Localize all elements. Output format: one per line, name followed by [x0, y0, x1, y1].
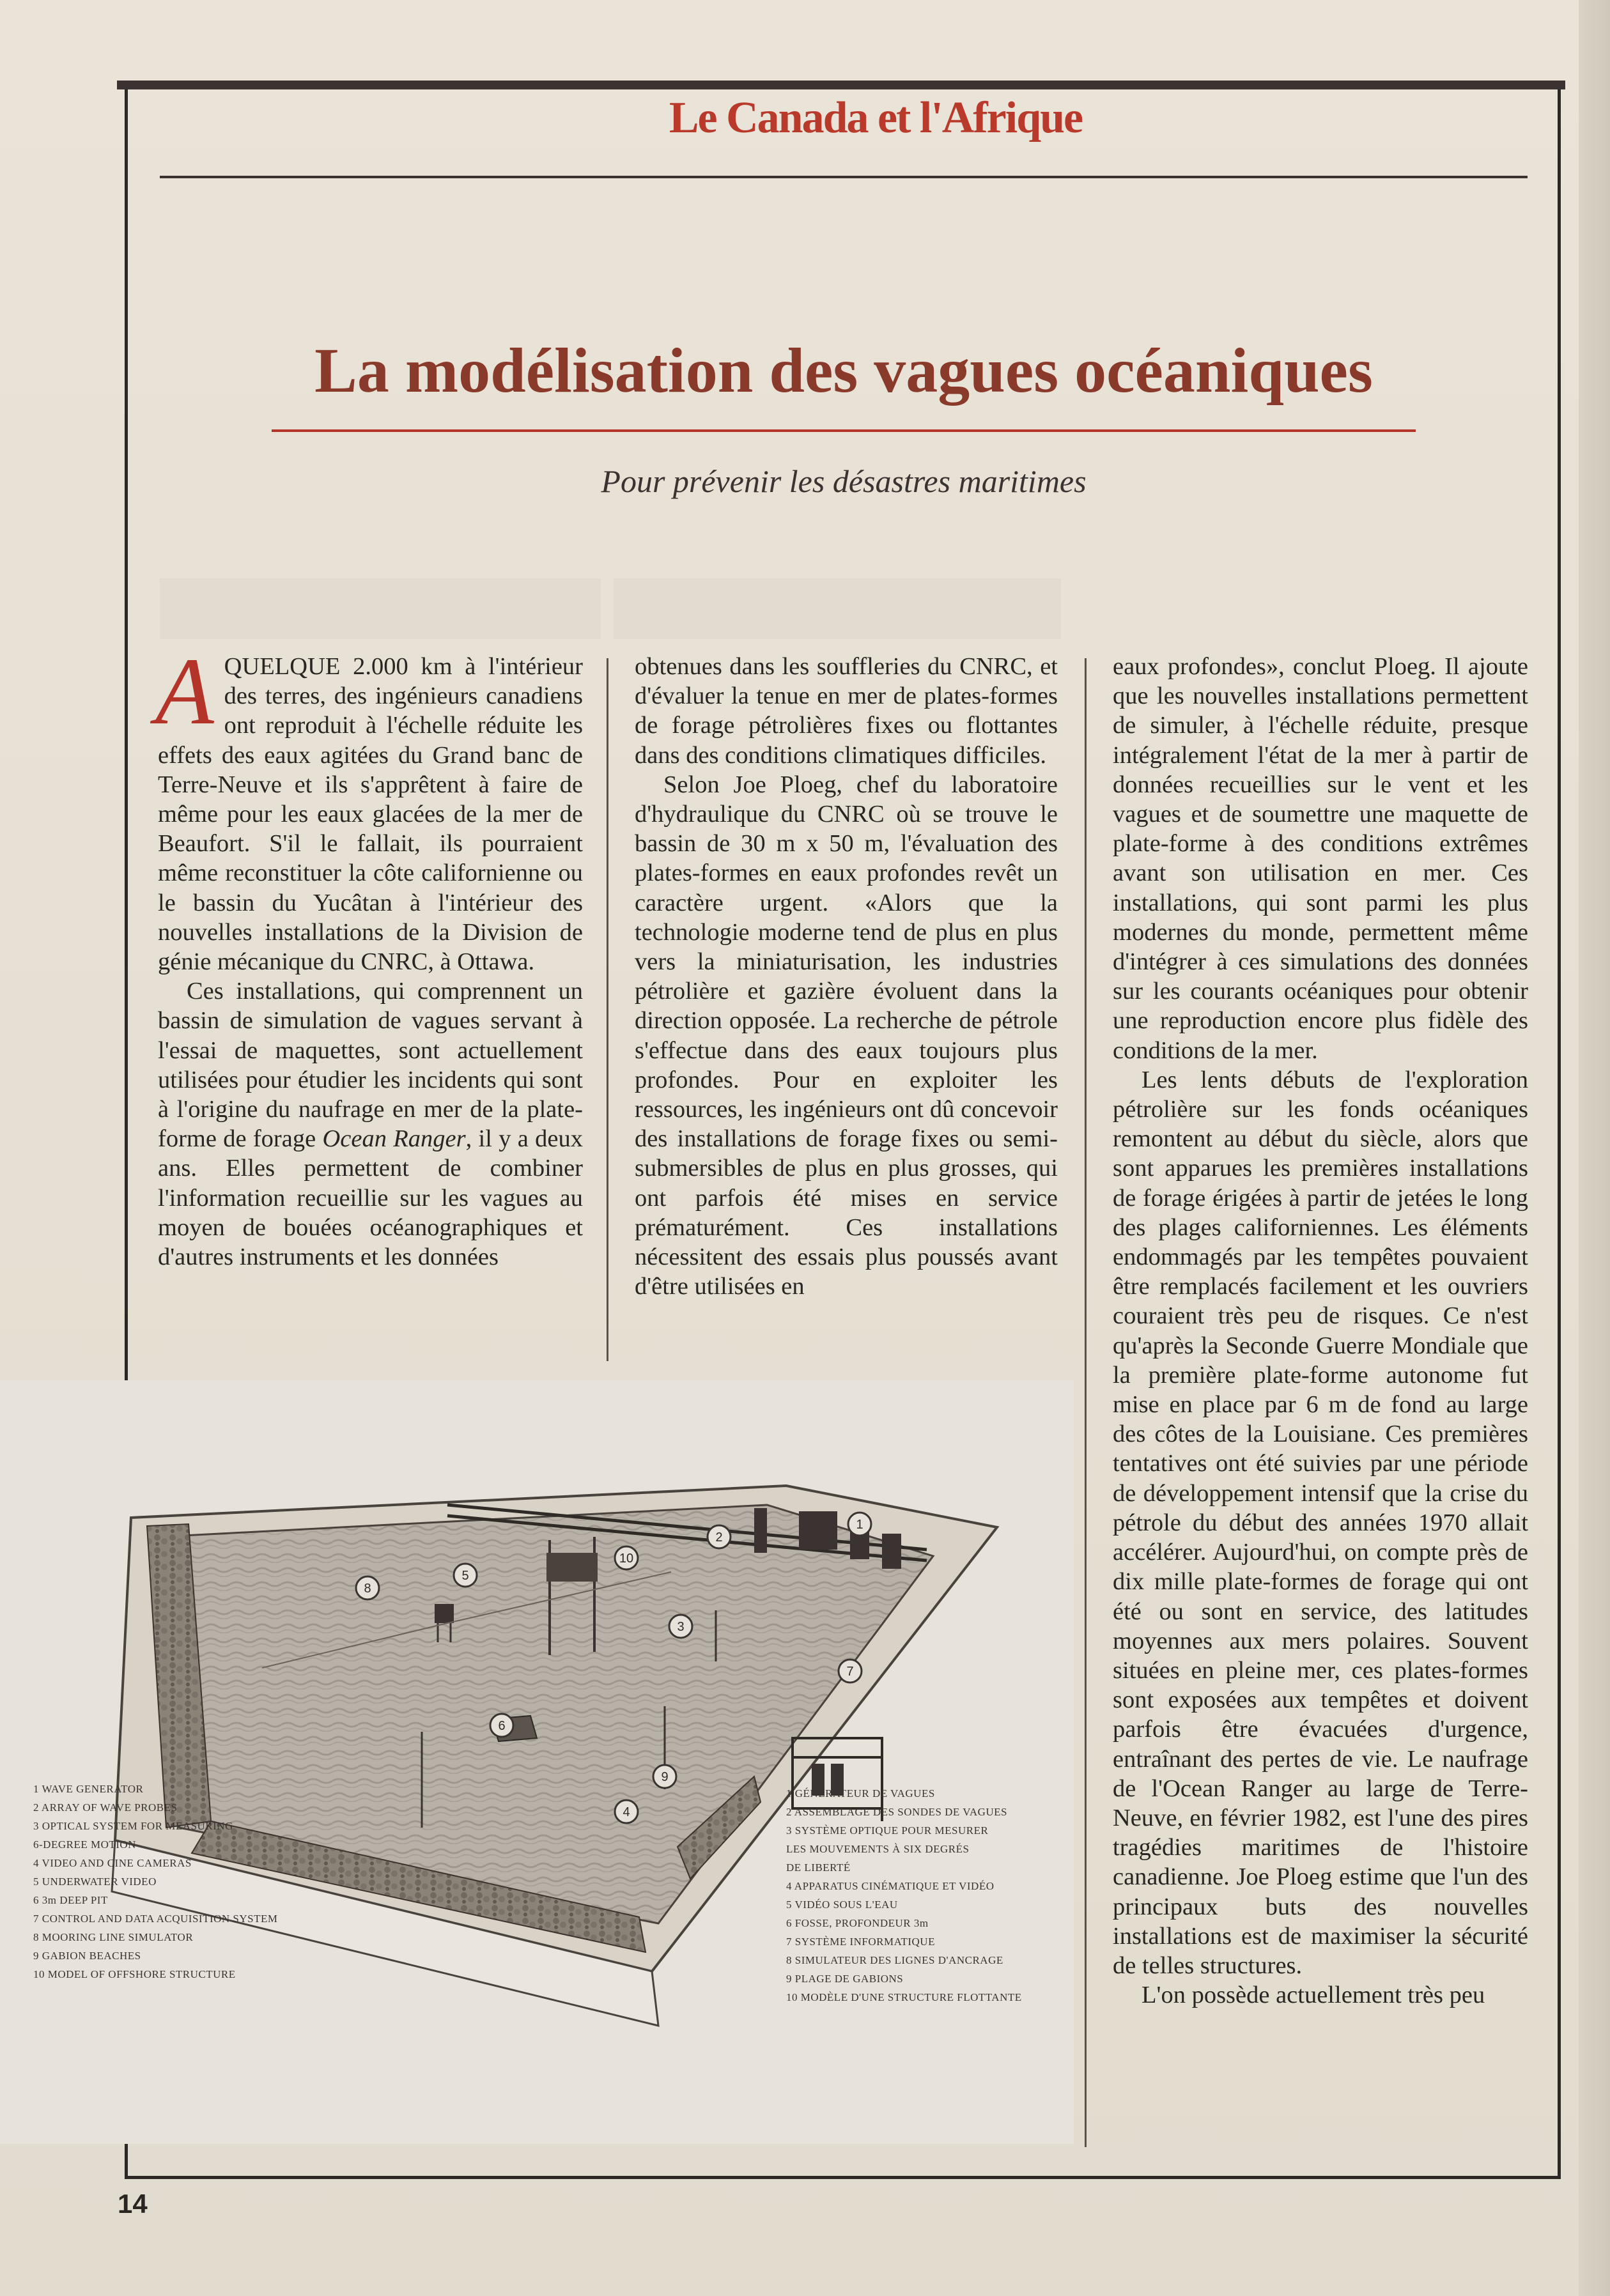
running-head: Le Canada et l'Afrique [669, 93, 1083, 143]
header-rule [160, 176, 1528, 178]
legend-item: 5 UNDERWATER VIDEO [33, 1876, 157, 1888]
paragraph [158, 976, 583, 1272]
lead-text: QUELQUE 2.000 km à l'intérieur des terres, des ingénieurs canadiens ont reproduit à l'échelle réduite les effets des eaux agitées du Grand banc de Terre-Neuve et ils s'apprêtent à faire de même pour les eaux glacées de la mer de Beaufort. S'il le fallait, ils pourraient même reconstituer la côte californienne ou le bassin du Yucâtan à l'intérieur des nouvelles installations de la Division de génie mécanique du CNRC, à Ottawa. [158, 653, 583, 976]
legend-item: 10 MODEL OF OFFSHORE STRUCTURE [33, 1968, 236, 1980]
legend-item: 3 OPTICAL SYSTEM FOR MEASURING [33, 1820, 233, 1832]
legend-item: 4 VIDEO AND CINE CAMERAS [33, 1857, 192, 1869]
callout-label: 4 [623, 1805, 630, 1819]
frame-right-border [1558, 89, 1561, 2179]
paragraph-text: Ces installations, qui comprennent un bassin de simulation de vagues servant à l'essai de maquettes, sont actuellement utilisées pour étudier les incidents qui sont à l'origine du naufrage en mer de la plate-forme de forage [158, 978, 583, 1153]
legend-item: 3 SYSTÈME OPTIQUE POUR MESURER [786, 1824, 989, 1837]
drop-cap: A [155, 638, 214, 744]
legend-item: DE LIBERTÉ [786, 1861, 851, 1874]
title-underline [272, 429, 1416, 432]
legend-item: 2 ARRAY OF WAVE PROBES [33, 1801, 178, 1814]
legend-item: 1 WAVE GENERATOR [33, 1783, 144, 1795]
callout-label: 7 [846, 1665, 854, 1679]
legend-item: 5 VIDÉO SOUS L'EAU [786, 1899, 898, 1911]
legend-item: 6-DEGREE MOTION [33, 1838, 136, 1851]
legend-item: 6 FOSSE, PROFONDEUR 3m [786, 1917, 929, 1929]
callout-label: 5 [461, 1569, 469, 1583]
bleed-through-shade [614, 578, 1061, 639]
page-number: 14 [118, 2189, 148, 2219]
paragraph-text: , il y a deux ans. Elles permettent de combiner l'information recueillie sur les vagues au moyen de bouées océanographiques et d'autres instruments et les données [158, 1125, 583, 1271]
legend-item: 8 SIMULATEUR DES LIGNES D'ANCRAGE [786, 1954, 1003, 1966]
legend-item: 2 ASSEMBLAGE DES SONDES DE VAGUES [786, 1806, 1008, 1818]
callout-label: 3 [677, 1620, 685, 1634]
legend-item: 1 GÉNÉRATEUR DE VAGUES [786, 1787, 935, 1799]
paragraph: L'on possède actuellement très peu [1142, 1982, 1485, 2009]
figure-legend-english [33, 1780, 278, 1984]
page-edge-shadow [1579, 0, 1610, 2296]
top-border-bar [117, 81, 1565, 89]
paragraph: Selon Joe Ploeg, chef du laboratoire d'hydraulique du CNRC où se trouve le bassin de 30 m x 50 m, l'évaluation des plates-formes en eaux profondes revêt un caractère urgent. «Alors que la technologie moderne tend de plus en plus vers la miniaturisation, les industries pétrolière et gazière évoluent dans la direction opposée. La recherche de pétrole s'effectue dans des eaux toujours plus profondes. Pour en exploiter les ressources, les ingénieurs ont dû concevoir des installations de forage fixes ou semi-submersibles de plus en plus grosses, qui ont parfois été mises en service prématurément. Ces installations nécessitent des essais plus poussés avant d'être utilisées en [635, 771, 1058, 1300]
frame-bottom-border [125, 2176, 1561, 2179]
legend-item: 9 PLAGE DE GABIONS [786, 1973, 904, 1985]
legend-item: LES MOUVEMENTS À SIX DEGRÉS [786, 1843, 970, 1855]
column-rule [1085, 658, 1087, 2147]
bleed-through-shade [160, 578, 601, 639]
legend-item: 6 3m DEEP PIT [33, 1894, 108, 1906]
paragraph: obtenues dans les souffleries du CNRC, et d'évaluer la tenue en mer de plates-formes de forage pétrolières fixes ou flottantes dans des conditions climatiques difficiles. [635, 653, 1058, 769]
callout-label: 8 [364, 1582, 371, 1596]
paragraph: Les lents débuts de l'exploration pétrolière sur les fonds océaniques remontent au début du siècle, alors que sont apparues les premières installations de forage érigées à partir de jetées le long des plages californiennes. Les éléments endommagés par les tempêtes pouvaient être remplacés facilement et les ouvriers couraient très peu de risques. Ce n'est qu'après la Seconde Guerre Mondiale que la première plate-forme autonome fut mise en place par 6 m de fond au large des côtes de la Louisiane. Ces premières tentatives ont été suivies par une période de développement intensif que la crise du pétrole du début des années 1970 allait accélérer. Aujourd'hui, on compte près de dix mille plate-formes de forage qui ont été ou sont en service, des latitudes moyennes aux mers polaires. Souvent situées en pleine mer, ces plates-formes sont exposées aux tempêtes et doivent parfois être évacuées d'urgence, entraînant des pertes de vie. Le naufrage de l'Ocean Ranger au large de Terre-Neuve, en février 1982, est l'une des pires tragédies maritimes de l'histoire canadienne. Joe Ploeg estime que l'un des principaux buts des nouvelles installations est de maximiser la sécurité de telles structures. [1113, 1066, 1528, 1979]
callout-label: 9 [661, 1770, 669, 1784]
basin-drawing [0, 1380, 1074, 2144]
legend-item: 9 GABION BEACHES [33, 1950, 141, 1962]
column-rule [607, 658, 608, 1361]
article-column-1 [155, 638, 583, 1272]
paragraph: eaux profondes», conclut Ploeg. Il ajoute que les nouvelles installations permettent de simuler, à l'échelle réduite, presque intégralement l'état de la mer à partir de données recueillies sur le vent et les vagues et de soumettre une maquette de plate-forme à des conditions extrêmes avant son utilisation en mer. Ces installations, qui sont parmi les plus modernes du monde, permettent même d'intégrer à ces simulations des données sur les courants océaniques pour obtenir une reproduction encore plus fidèle des conditions de la mer. [1113, 653, 1528, 1064]
legend-item: 10 MODÈLE D'UNE STRUCTURE FLOTTANTE [786, 1991, 1022, 2003]
article-title: La modélisation des vagues océaniques [314, 335, 1373, 406]
callout-label: 2 [715, 1530, 723, 1545]
ship-name: Ocean Ranger [322, 1125, 466, 1153]
article-subtitle: Pour prévenir les désastres maritimes [601, 463, 1087, 499]
lead-paragraph [155, 638, 583, 976]
legend-item: 7 CONTROL AND DATA ACQUISITION SYSTEM [33, 1913, 278, 1925]
legend-item: 8 MOORING LINE SIMULATOR [33, 1931, 194, 1943]
legend-item: 4 APPARATUS CINÉMATIQUE ET VIDÉO [786, 1880, 995, 1892]
callout-label: 10 [619, 1552, 634, 1566]
article-column-3 [1113, 652, 1528, 2010]
callout-label: 6 [498, 1719, 506, 1733]
callout-label: 1 [856, 1518, 863, 1532]
figure-legend-french [786, 1784, 1022, 2007]
wave-basin-illustration [0, 1380, 1074, 2144]
article-column-2 [635, 652, 1058, 1301]
legend-item: 7 SYSTÈME INFORMATIQUE [786, 1936, 935, 1948]
